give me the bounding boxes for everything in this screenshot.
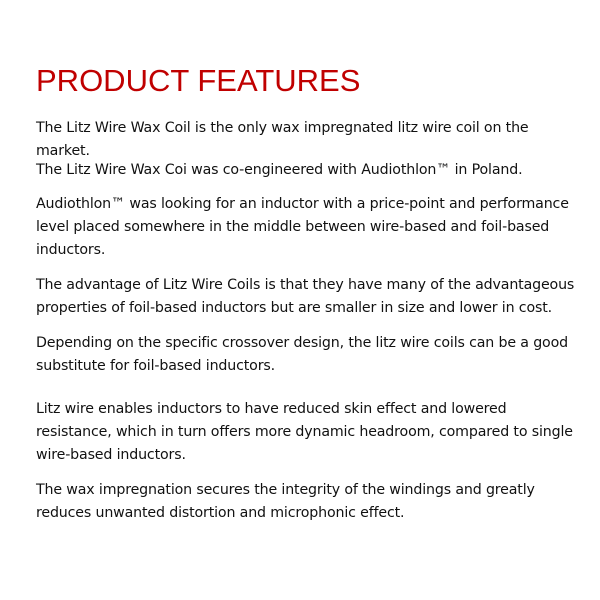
feature-paragraph-advantage: The advantage of Litz Wire Coils is that they have many of the advantageous properties of foil-based inductors but are smaller in size and lower in cost. <box>36 277 575 316</box>
feature-paragraph-skin-effect: Litz wire enables inductors to have reduced skin effect and lowered resistance, which in turn offers more dynamic headroom, compared to single wire-based inductors. <box>36 401 573 463</box>
feature-paragraph-crossover: Depending on the specific crossover design, the litz wire coils can be a good substitute for foil-based inductors. <box>36 335 568 374</box>
feature-paragraph-co-engineered: The Litz Wire Wax Coi was co-engineered with Audiothlon™ in Poland. <box>36 162 523 178</box>
feature-paragraph-wax-impregnation: The wax impregnation secures the integrity of the windings and greatly reduces unwanted distortion and microphonic effect. <box>36 482 535 521</box>
page-title: PRODUCT FEATURES <box>36 63 361 98</box>
feature-paragraph-price-point: Audiothlon™ was looking for an inductor with a price-point and performance level placed somewhere in the middle between wire-based and foil-based inductors. <box>36 196 569 258</box>
feature-paragraph-only-wax-coil: The Litz Wire Wax Coil is the only wax impregnated litz wire coil on the market. <box>36 120 529 159</box>
